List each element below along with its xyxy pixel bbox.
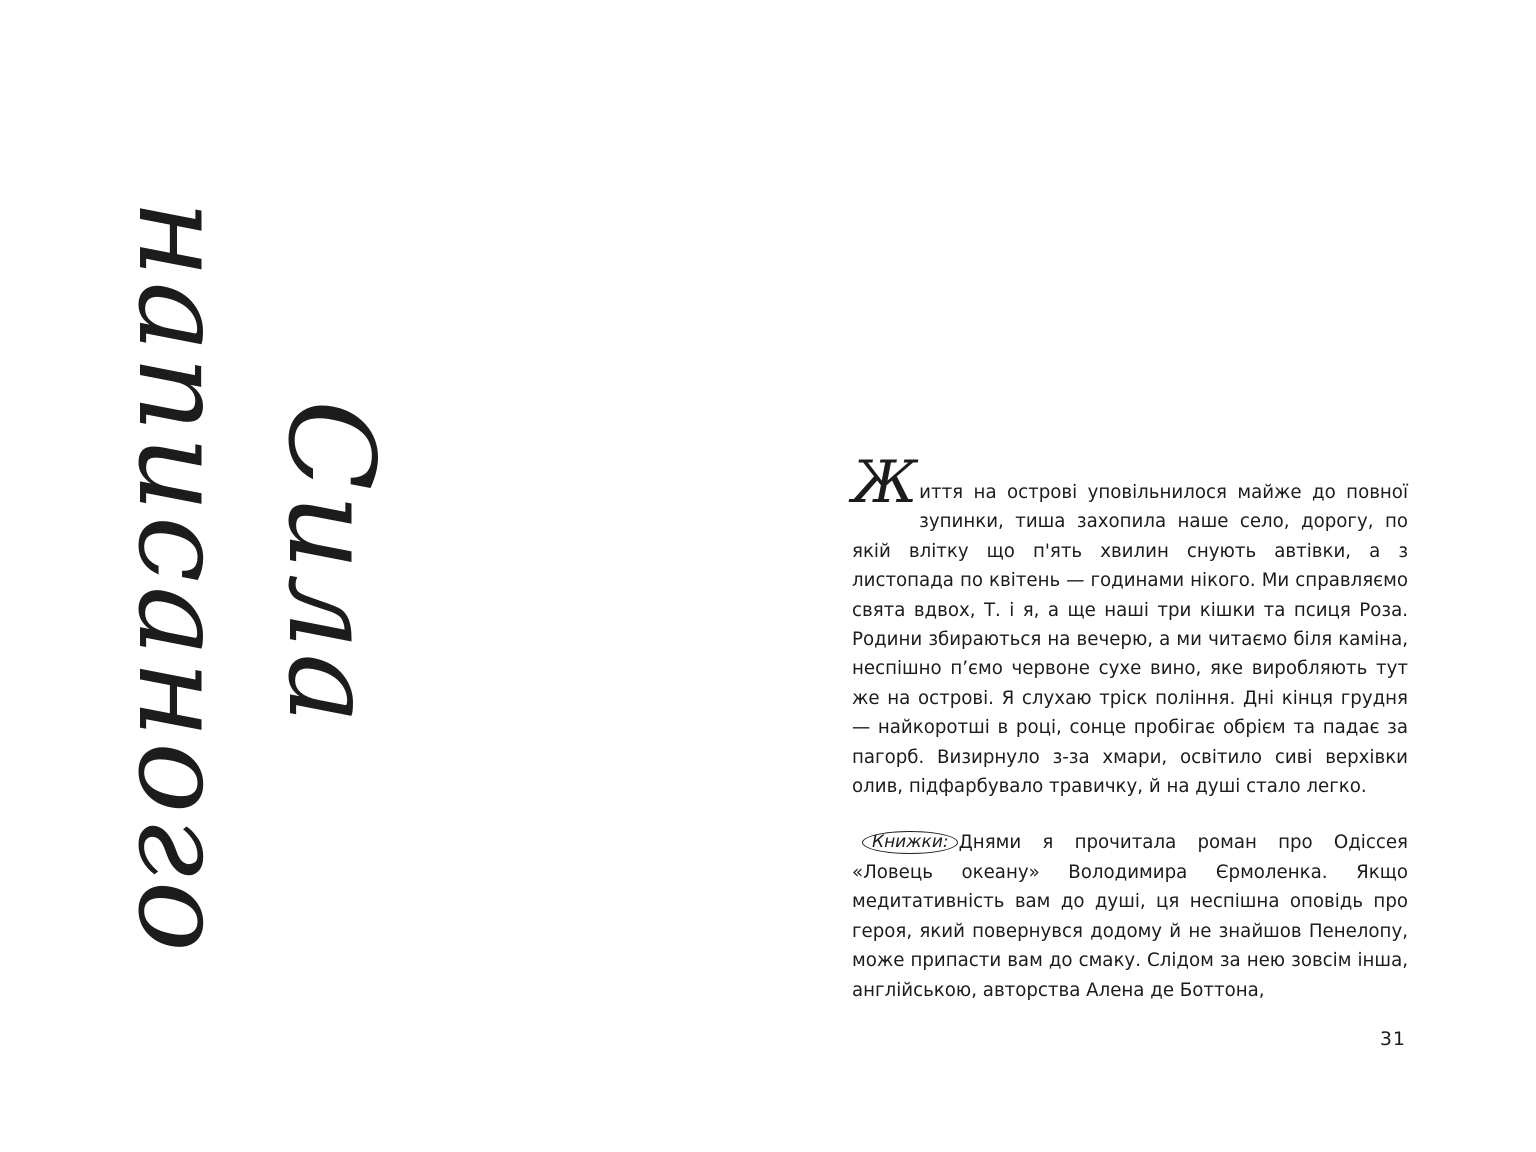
chapter-title-line-2: написаного (112, 200, 250, 956)
chapter-title-graphic (90, 190, 430, 956)
paragraph-intro-text: иття на острові уповільнилося майже до повної зупинки, тиша захопила наше село, дорогу, по якій влітку що п'ять хвилин снують автівки, а з листопада по квітень — годинами нікого. Ми справляємо свята вдвох, Т. і я, а ще наші три кішки та псиця Роза. Родини збираються на вечерю, а ми читаємо біля каміна, неспішно п’ємо червоне сухе вино, яке виробляють тут же на острові. Я слухаю тріск поління. Дні кінця грудня — найкоротші в році, сонце пробігає обрієм та падає за пагорб. Визирнуло з-за хмари, освітило сиві верхівки олив, підфарбувало травичку, й на душі стало легко. (852, 482, 1408, 798)
page-number: 31 (1379, 1028, 1406, 1050)
chapter-title (90, 190, 430, 956)
paragraph-intro (852, 448, 1408, 801)
chapter-title-line-1: Сила (262, 400, 400, 728)
paragraph-books (852, 828, 1408, 1004)
books-label-badge: Книжки: (862, 831, 958, 854)
paragraph-books-text: Днями я прочитала роман про Одіссея «Ловець океану» Володимира Єрмоленка. Якщо медитативність вам до душі, ця неспішна оповідь про героя, який повернувся додому й не знайшов Пенелопу, може припасти вам до смаку. Слідом за нею зовсім інша, англійською, авторства Алена де Боттона, (852, 832, 1408, 1001)
body-text (852, 448, 1408, 1005)
drop-cap: Ж (852, 448, 918, 516)
